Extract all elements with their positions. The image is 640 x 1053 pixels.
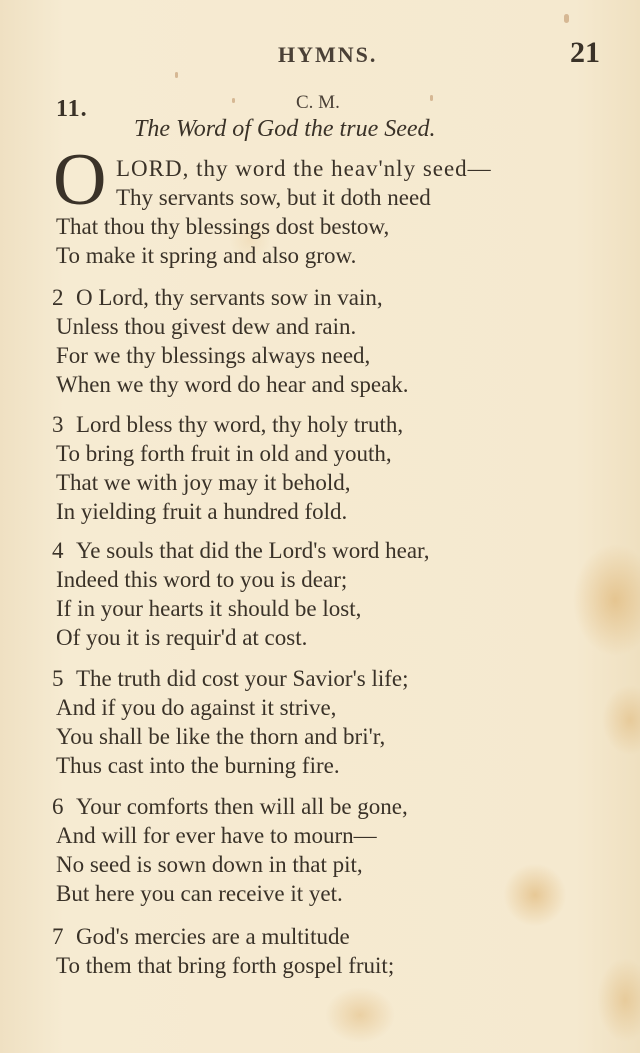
verse-text: Lord bless thy word, thy holy truth, bbox=[76, 412, 404, 437]
verse-text: Ye souls that did the Lord's word hear, bbox=[76, 538, 430, 563]
verse-line bbox=[52, 410, 616, 439]
verse-line: And if you do against it strive, bbox=[56, 695, 337, 720]
paper-speck bbox=[430, 95, 433, 101]
stanza-6 bbox=[52, 792, 616, 908]
verse-text: Your comforts then will all be gone, bbox=[76, 794, 408, 819]
verse-text: God's mercies are a multitude bbox=[76, 924, 350, 949]
paper-speck bbox=[232, 98, 235, 103]
stanza-number: 5 bbox=[52, 666, 64, 691]
verse-line: That thou thy blessings dost bestow, bbox=[56, 214, 390, 239]
verse-line: To make it spring and also grow. bbox=[56, 243, 357, 268]
verse-line bbox=[52, 792, 616, 821]
stanza-2 bbox=[52, 283, 616, 399]
verse-line: No seed is sown down in that pit, bbox=[56, 852, 363, 877]
verse-line: Thy servants sow, but it doth need bbox=[116, 185, 431, 210]
stanza-number: 4 bbox=[52, 538, 64, 563]
stanza-number: 3 bbox=[52, 412, 64, 437]
stanza-1 bbox=[56, 154, 616, 270]
verse-line: You shall be like the thorn and bri'r, bbox=[56, 724, 386, 749]
verse-line: Unless thou givest dew and rain. bbox=[56, 314, 357, 339]
verse-line bbox=[52, 664, 616, 693]
verse-line: And will for ever have to mourn— bbox=[56, 823, 377, 848]
paper-speck bbox=[564, 14, 569, 23]
stanza-number: 7 bbox=[52, 924, 64, 949]
paper-speck bbox=[175, 72, 178, 78]
stanza-number: 6 bbox=[52, 794, 64, 819]
verse-line: In yielding fruit a hundred fold. bbox=[56, 499, 348, 524]
verse-text: The truth did cost your Savior's life; bbox=[76, 666, 409, 691]
stanza-3 bbox=[52, 410, 616, 526]
hymn-meter: C. M. bbox=[296, 92, 340, 113]
verse-line: Thus cast into the burning fire. bbox=[56, 753, 340, 778]
running-head: HYMNS. bbox=[278, 42, 378, 67]
hymn-number: 11. bbox=[56, 96, 88, 122]
hymn-title: The Word of God the true Seed. bbox=[134, 116, 436, 142]
verse-line: To bring forth fruit in old and youth, bbox=[56, 441, 392, 466]
verse-line bbox=[52, 283, 616, 312]
verse-line: LORD, thy word the heav'nly seed— bbox=[116, 156, 492, 181]
verse-line: But here you can receive it yet. bbox=[56, 881, 343, 906]
stanza-7 bbox=[52, 922, 616, 980]
stanza-4 bbox=[52, 536, 616, 652]
verse-line bbox=[52, 922, 616, 951]
verse-line: For we thy blessings always need, bbox=[56, 343, 371, 368]
drop-cap: O bbox=[53, 139, 107, 221]
stanza-5 bbox=[52, 664, 616, 780]
verse-line: Indeed this word to you is dear; bbox=[56, 567, 348, 592]
verse-text: O Lord, thy servants sow in vain, bbox=[76, 285, 383, 310]
verse-line: Of you it is requir'd at cost. bbox=[56, 625, 308, 650]
stanza-number: 2 bbox=[52, 285, 64, 310]
page-number: 21 bbox=[570, 36, 600, 69]
verse-line: That we with joy may it behold, bbox=[56, 470, 351, 495]
verse-line: If in your hearts it should be lost, bbox=[56, 596, 362, 621]
verse-line bbox=[52, 536, 616, 565]
verse-line: When we thy word do hear and speak. bbox=[56, 372, 409, 397]
verse-line: To them that bring forth gospel fruit; bbox=[56, 953, 395, 978]
